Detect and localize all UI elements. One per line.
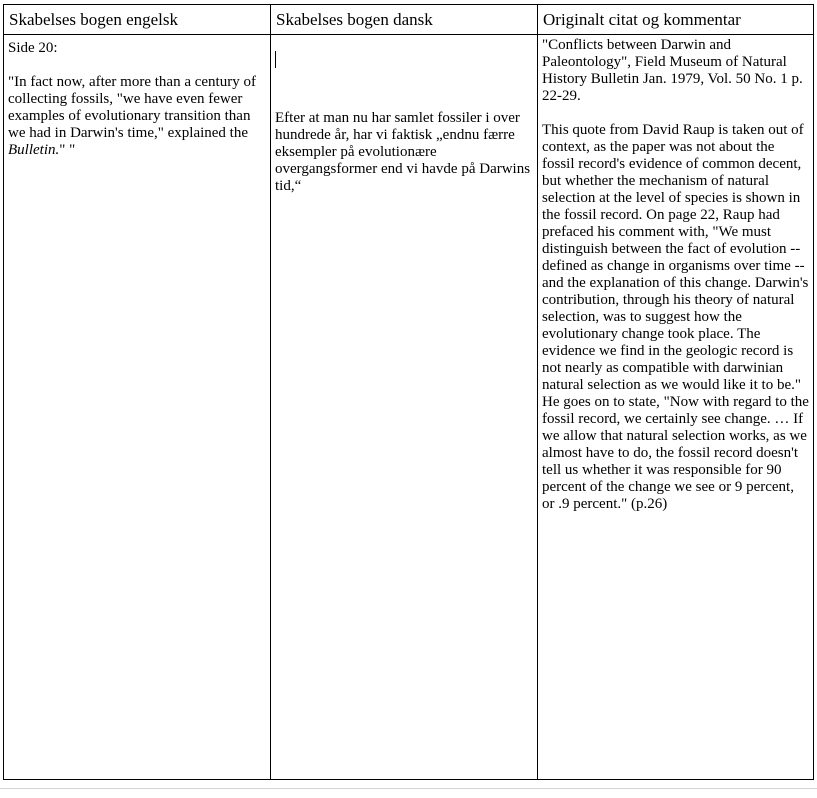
comment-paragraph-2: He goes on to state, "Now with regard to the fossil record, we certainly see change. … If we allow that natural selection works, as we almost have to do, the fossil record doesn't tell us whether it was responsible for 90 percent of the change we see or 9 percent, or .9 percent." (p.26) (542, 394, 809, 512)
cell-original-comment[interactable] (538, 35, 814, 780)
page-reference: Side 20: (8, 40, 58, 56)
english-quote-text: "In fact now, after more than a century of collecting fossils, "we have even fewer examples of evolutionary transition than we had in Darwin's time," explained the (8, 74, 256, 141)
english-quote (8, 74, 266, 159)
text-cursor (275, 51, 276, 68)
quote-comparison-table (3, 4, 814, 780)
header-original-comment: Originalt citat og kommentar (538, 5, 814, 35)
english-quote-end: " " (59, 142, 76, 158)
table-row (4, 35, 814, 780)
bulletin-italic: Bulletin. (8, 142, 60, 158)
source-citation: "Conflicts between Darwin and Paleontology", Field Museum of Natural History Bulletin Jan. 1979, Vol. 50 No. 1 p. 22-29. (542, 37, 803, 104)
danish-quote: Efter at man nu har samlet fossiler i over hundrede år, har vi faktisk „endnu færre eksempler på evolutionære overgangsformer end vi havde på Darwins tid,“ (275, 110, 531, 194)
cell-english[interactable] (4, 35, 271, 780)
header-row (4, 5, 814, 35)
cell-danish[interactable] (271, 35, 538, 780)
header-english: Skabelses bogen engelsk (4, 5, 271, 35)
comment-paragraph-1: This quote from David Raup is taken out of context, as the paper was not about the fossil record's evidence of common decent, but whether the mechanism of natural selection at the level of species is shown in the fossil record. On page 22, Raup had prefaced his comment with, "We must distinguish between the fact of evolution -- defined as change in organisms over time -- and the explanation of this change. Darwin's contribution, through his theory of natural selection, was to suggest how the evolutionary change took place. The evidence we find in the geologic record is not nearly as compatible with darwinian natural selection as we would like it to be." (542, 122, 809, 393)
header-danish: Skabelses bogen dansk (271, 5, 538, 35)
